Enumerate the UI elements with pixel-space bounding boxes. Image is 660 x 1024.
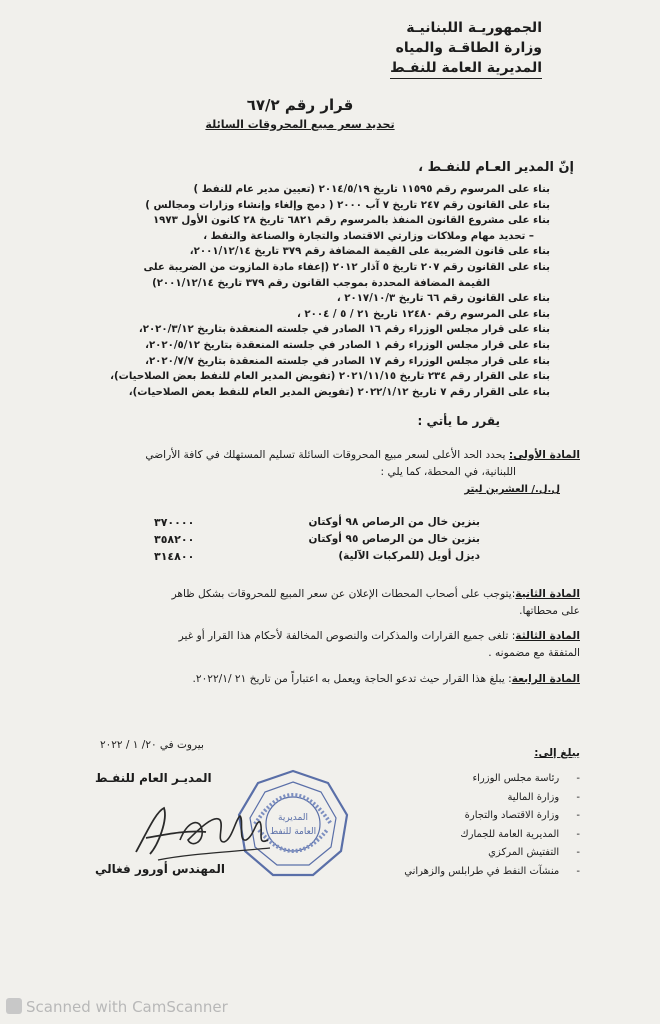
price-unit: ل.ل./ العشرين ليتر	[464, 484, 560, 495]
distribution-item: - منشآت النفط في طرابلس والزهراني	[404, 863, 580, 882]
article-2	[80, 586, 580, 620]
article-4	[80, 671, 580, 688]
article-3-label: المادة الثالثة	[515, 630, 580, 642]
distribution-item: - وزارة الاقتصاد والتجارة	[404, 807, 580, 826]
legal-basis-list	[90, 182, 550, 400]
legal-basis-item: بناء على قرار مجلس الوزراء رقم ١٦ الصادر في جلسته المنعقدة بتاريخ ٢٠٢٠/٣/١٢،	[138, 324, 550, 336]
legal-basis-item: بناء على القانون رقم ٦٦ تاريخ ٢٠١٧/١٠/٣ ،	[336, 293, 550, 305]
product-name: بنزين خال من الرصاص ٩٨ أوكتان	[308, 516, 480, 528]
director-name: المهندس أورور فغالي	[95, 862, 225, 876]
legal-basis-item: بناء على قرار مجلس الوزراء رقم ١٧ الصادر في جلسته المنعقدة بتاريخ ٢٠٢٠/٧/٧،	[145, 355, 550, 367]
decides-line: يقرر ما يأتي :	[417, 414, 500, 428]
legal-basis-item: بناء على القرار رقم ٢٣٤ تاريخ ٢٠٢١/١١/١٥ (تفويض المدير العام للنفط بعض الصلاحيات)،	[110, 371, 550, 383]
ministry-line: وزارة الطاقـة والمياه	[395, 40, 542, 56]
decision-heading	[200, 96, 400, 131]
article-4-text: : يبلغ هذا القرار حيث تدعو الحاجة ويعمل به اعتباراً من تاريخ ٢١ /٢٠٢٢/١.	[192, 673, 512, 685]
scanner-watermark: Scanned with CamScanner	[26, 998, 228, 1016]
article-3	[80, 628, 580, 662]
distribution-list	[404, 770, 580, 881]
product-name: ديزل أويل (للمركبات الآلية)	[338, 550, 480, 562]
legal-basis-item: بناء على قرار مجلس الوزراء رقم ١ الصادر في جلسته المنعقدة بتاريخ ٢٠٢٠/٥/١٢،	[145, 339, 550, 351]
legal-basis-item: – تحديد مهام وملاكات وزارتي الاقتصاد والتجارة والصناعة والنفط ،	[203, 230, 534, 242]
seal-inner-text: المديرية	[278, 813, 308, 823]
camscanner-logo-icon	[6, 998, 22, 1014]
distribution-item: - التفتيش المركزي	[404, 844, 580, 863]
legal-basis-item: بناء على القرار رقم ٧ تاريخ ٢٠٢٢/١/١٢ (تفويض المدير العام للنفط بعض الصلاحيات)،	[128, 386, 550, 398]
legal-basis-item: القيمة المضافة المحددة بموجب القانون رقم ٣٧٩ تاريخ ٢٠٠١/١٢/١٤)	[152, 277, 490, 289]
distribution-item: - المديرية العامة للجمارك	[404, 826, 580, 845]
director-title: المديـر العام للنفـط	[95, 771, 212, 785]
intro-line: إنّ المدير العـام للنفـط ،	[418, 160, 574, 175]
article-2-text: :يتوجب على أصحاب المحطات الإعلان عن سعر المبيع للمحروقات بشكل ظاهر	[171, 588, 516, 600]
article-1-label: المادة الأولى:	[508, 449, 580, 461]
article-2-text-cont: على محطاتها.	[519, 605, 580, 617]
product-name: بنزين خال من الرصاص ٩٥ أوكتان	[308, 533, 480, 545]
legal-basis-item: بناء على القانون رقم ٢٠٧ تاريخ ٥ آذار ٢٠١٢ (إعفاء مادة المازوت من الضريبة على	[143, 261, 550, 273]
legal-basis-item: بناء على قانون الضريبة على القيمة المضافة رقم ٣٧٩ تاريخ ٢٠٠١/١٢/١٤،	[189, 246, 550, 258]
seal-inner-text-2: العامة للنفط	[269, 827, 317, 837]
decision-number: قرار رقم ٦٧/٢	[246, 96, 354, 114]
article-4-label: المادة الرابعة	[511, 673, 580, 685]
republic-line: الجمهوريـة اللبنانيـة	[406, 20, 542, 36]
article-1-text: يحدد الحد الأعلى لسعر مبيع المحروقات السائلة تسليم المستهلك في كافة الأراضي	[145, 449, 509, 461]
product-price: ٣٥٨٢٠٠	[154, 533, 195, 546]
article-1-text-cont: اللبنانية، في المحطة، كما يلي :	[380, 466, 516, 478]
document-header	[390, 18, 542, 79]
legal-basis-item: بناء على المرسوم رقم ١٢٤٨٠ تاريخ ٢١ / ٥ / ٢٠٠٤ ،	[297, 308, 550, 320]
product-price: ٣٧٠٠٠٠	[154, 516, 195, 529]
handwritten-signature	[128, 790, 278, 870]
legal-basis-item: بناء على القانون رقم ٢٤٧ تاريخ ٧ آب ٢٠٠٠ ( دمج وإلغاء وإنشاء وزارات ومجالس )	[145, 199, 550, 211]
place-date: بيروت في ٢٠/ ١ / ٢٠٢٢	[100, 739, 204, 751]
directorate-line: المديرية العامة للنفـط	[390, 58, 542, 79]
legal-basis-item: بناء على المرسوم رقم ١١٥٩٥ تاريخ ٢٠١٤/٥/١٩ (تعيين مدير عام للنفط )	[193, 184, 550, 195]
distribution-item: - وزارة المالية	[404, 789, 580, 808]
article-3-text-cont: المتفقة مع مضمونه .	[488, 647, 580, 659]
article-1	[80, 447, 580, 481]
decision-subject: تحديد سعر مبيع المحروقات السائلة	[205, 118, 395, 131]
legal-basis-item: بناء على مشروع القانون المنفذ بالمرسوم رقم ٦٨٢١ تاريخ ٢٨ كانون الأول ١٩٧٣	[152, 215, 550, 227]
distribution-item: - رئاسة مجلس الوزراء	[404, 770, 580, 789]
product-price: ٣١٤٨٠٠	[154, 550, 195, 563]
article-2-label: المادة الثانية	[515, 588, 580, 600]
distribution-header: يبلغ إلى:	[534, 747, 580, 759]
article-3-text: : تلغى جميع القرارات والمذكرات والنصوص المخالفة لأحكام هذا القرار أو غير	[178, 630, 516, 642]
